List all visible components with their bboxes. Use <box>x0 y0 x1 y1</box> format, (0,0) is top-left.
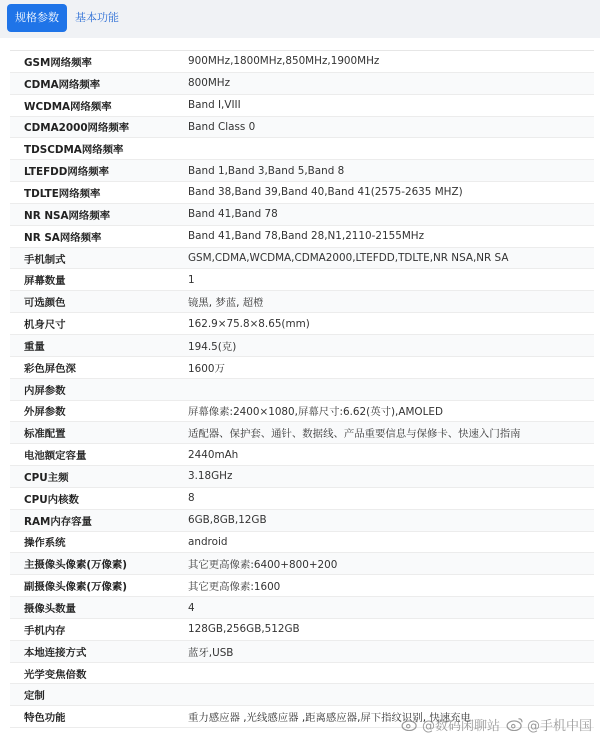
watermark-right <box>506 715 592 734</box>
spec-value: android <box>188 535 228 548</box>
spec-label: 电池额定容量 <box>24 450 87 463</box>
spec-label: 重量 <box>24 340 45 353</box>
spec-row <box>10 335 594 357</box>
spec-row <box>10 663 594 685</box>
spec-label: 操作系统 <box>24 537 66 550</box>
spec-label: 定制 <box>24 690 45 703</box>
spec-row <box>10 73 594 95</box>
spec-row <box>10 182 594 204</box>
spec-label: 副摄像头像素(万像素) <box>24 581 128 594</box>
spec-label: CDMA网络频率 <box>24 78 101 91</box>
spec-label: 本地连接方式 <box>24 646 87 659</box>
spec-row <box>10 553 594 575</box>
spec-label: CPU主频 <box>24 471 69 484</box>
watermark-right-text: @手机中国 <box>526 718 592 734</box>
spec-value: 4 <box>188 601 195 614</box>
spec-label: 内屏参数 <box>24 384 66 397</box>
spec-label: NR NSA网络频率 <box>24 209 111 222</box>
spec-value: 128GB,256GB,512GB <box>188 623 300 636</box>
spec-value: 8 <box>188 492 195 505</box>
spec-row <box>10 575 594 597</box>
spec-value: 194.5(克) <box>188 340 237 353</box>
spec-label: 标准配置 <box>24 428 66 441</box>
spec-row <box>10 444 594 466</box>
spec-row <box>10 269 594 291</box>
spec-value: 其它更高像素:6400+800+200 <box>188 559 338 572</box>
spec-label: GSM网络频率 <box>24 56 92 69</box>
spec-label: 机身尺寸 <box>24 319 66 332</box>
spec-value: 162.9×75.8×8.65(mm) <box>188 317 310 330</box>
spec-value: 800MHz <box>188 77 231 90</box>
spec-label: 屏幕数量 <box>24 275 66 288</box>
spec-value: Band 41,Band 78,Band 28,N1,2110-2155MHz <box>188 230 425 243</box>
spec-value: 6GB,8GB,12GB <box>188 514 267 527</box>
tab-bar <box>0 0 600 38</box>
spec-value: 900MHz,1800MHz,850MHz,1900MHz <box>188 55 380 68</box>
spec-label: 彩色屏色深 <box>24 362 76 375</box>
spec-label: 主摄像头像素(万像素) <box>24 559 128 572</box>
spec-row <box>10 95 594 117</box>
watermark <box>401 713 592 735</box>
spec-label: 外屏参数 <box>24 406 66 419</box>
spec-label: TDLTE网络频率 <box>24 187 101 200</box>
spec-row <box>10 422 594 444</box>
spec-row <box>10 51 594 73</box>
spec-value: 其它更高像素:1600 <box>188 581 281 594</box>
spec-value: 重力感应器 ,光线感应器 ,距离感应器,屏下指纹识别, 快速充电 <box>188 712 471 725</box>
spec-row <box>10 357 594 379</box>
spec-label: WCDMA网络频率 <box>24 100 112 113</box>
spec-label: CPU内核数 <box>24 493 79 506</box>
spec-row <box>10 466 594 488</box>
spec-value: GSM,CDMA,WCDMA,CDMA2000,LTEFDD,TDLTE,NR NSA,NR SA <box>188 252 509 265</box>
spec-value: Band Class 0 <box>188 120 256 133</box>
tab-specs[interactable]: 规格参数 <box>7 4 67 32</box>
spec-label: 特色功能 <box>24 712 66 725</box>
spec-row <box>10 488 594 510</box>
spec-row <box>10 379 594 401</box>
spec-value: 镜黑, 梦蓝, 超橙 <box>188 297 264 310</box>
spec-label: LTEFDD网络频率 <box>24 166 109 179</box>
spec-row <box>10 291 594 313</box>
spec-row <box>10 313 594 335</box>
spec-label: NR SA网络频率 <box>24 231 102 244</box>
watermark-left-text: @数码闲聊站 <box>421 718 500 734</box>
spec-row <box>10 597 594 619</box>
spec-table <box>10 50 594 728</box>
spec-value: 适配器、保护套、通针、数据线、产品重要信息与保修卡、快速入门指南 <box>188 428 521 441</box>
spec-label: 光学变焦倍数 <box>24 668 87 681</box>
spec-row <box>10 248 594 270</box>
spec-row <box>10 138 594 160</box>
spec-label: RAM内存容量 <box>24 515 92 528</box>
spec-row <box>10 619 594 641</box>
spec-value: Band I,VIII <box>188 99 241 112</box>
spec-row <box>10 641 594 663</box>
spec-value: 1 <box>188 273 195 286</box>
watermark-left <box>401 715 500 734</box>
spec-label: 手机制式 <box>24 253 66 266</box>
spec-row <box>10 510 594 532</box>
spec-value: 2440mAh <box>188 448 239 461</box>
spec-value: 1600万 <box>188 362 225 375</box>
spec-value: Band 1,Band 3,Band 5,Band 8 <box>188 164 345 177</box>
spec-row <box>10 684 594 706</box>
spec-row <box>10 117 594 139</box>
tab-basic-functions[interactable]: 基本功能 <box>75 11 119 24</box>
spec-row <box>10 204 594 226</box>
spec-label: TDSCDMA网络频率 <box>24 144 124 157</box>
spec-value: 蓝牙,USB <box>188 646 234 659</box>
spec-row <box>10 226 594 248</box>
weibo-icon <box>506 717 524 731</box>
spec-value: 3.18GHz <box>188 470 233 483</box>
spec-row <box>10 401 594 423</box>
weibo-icon <box>401 717 419 731</box>
spec-row <box>10 532 594 554</box>
spec-label: 可选颜色 <box>24 297 66 310</box>
spec-value: Band 41,Band 78 <box>188 208 278 221</box>
spec-label: 手机内存 <box>24 624 66 637</box>
spec-label: CDMA2000网络频率 <box>24 122 130 135</box>
spec-row <box>10 160 594 182</box>
spec-label: 摄像头数量 <box>24 603 76 616</box>
spec-value: 屏幕像素:2400×1080,屏幕尺寸:6.62(英寸),AMOLED <box>188 406 443 419</box>
spec-value: Band 38,Band 39,Band 40,Band 41(2575-2635 MHZ) <box>188 186 463 199</box>
